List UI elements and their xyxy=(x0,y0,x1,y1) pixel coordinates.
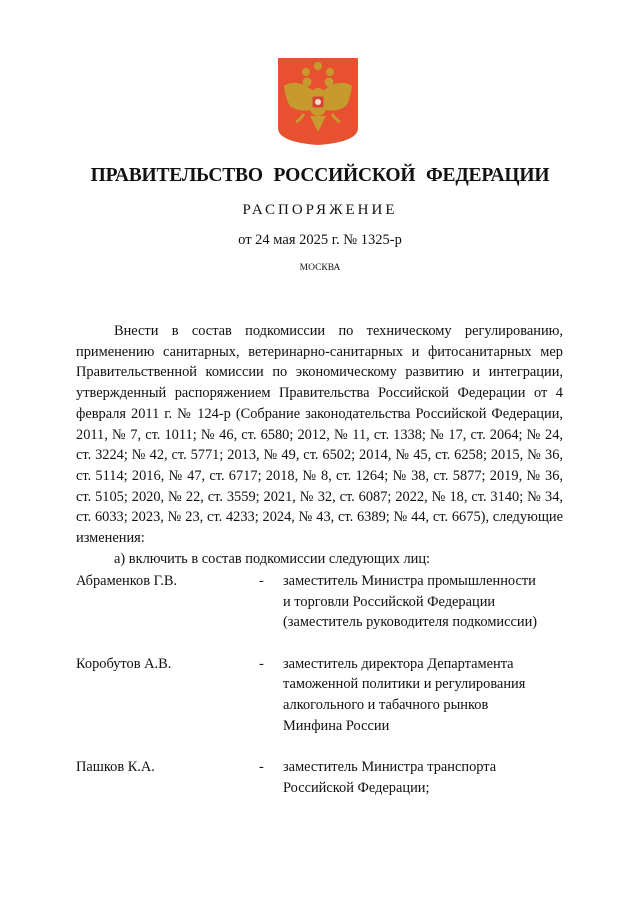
person-title-line: и торговли Российской Федерации xyxy=(283,593,496,610)
document-date-number: от 24 мая 2025 г. № 1325-р xyxy=(238,232,402,248)
document-body xyxy=(76,321,563,569)
person-name: Пашков К.А. xyxy=(76,758,155,775)
person-dash: - xyxy=(259,573,264,589)
person-dash: - xyxy=(259,655,264,672)
person-title xyxy=(283,571,563,633)
person-entry xyxy=(76,571,563,633)
subitem-a: а) включить в состав подкомиссии следующих лиц: xyxy=(114,550,431,567)
main-paragraph: Внести в состав подкомиссии по техническому регулированию, применению санитарных, ветеринарно-санитарных и фитосанитарных мер Правительственной комиссии по экономическому развитию и интеграции, утвержденный распоряжением Правительства Российской Федерации от 4 февраля 2011 г. № 124-р (Собрание законодательства Российской Федерации, 2011, № 7, ст. 1011; № 46, ст. 6580; 2012, № 11, ст. 1338; № 17, ст. 2064; № 24, ст. 3224; № 42, ст. 5771; 2013, № 49, ст. 6502; 2014, № 45, ст. 6258; 2015, № 36, ст. 5114; 2016, № 47, ст. 6717; 2018, № 8, ст. 1264; № 38, ст. 5877; 2019, № 36, ст. 5105; 2020, № 22, ст. 3559; 2021, № 32, ст. 6087; 2022, № 18, ст. 3140; № 34, ст. 6033; 2023, № 23, ст. 4233; 2024, № 43, ст. 6389; № 44, ст. 6675), следующие изменения: xyxy=(76,323,563,547)
coat-of-arms-emblem xyxy=(276,56,360,146)
government-title: ПРАВИТЕЛЬСТВО РОССИЙСКОЙ ФЕДЕРАЦИИ xyxy=(90,165,550,186)
person-title-line: заместитель Министра транспорта xyxy=(283,758,497,775)
document-city: МОСКВА xyxy=(299,263,341,273)
document-kind: РАСПОРЯЖЕНИЕ xyxy=(242,202,398,218)
person-name: Коробутов А.В. xyxy=(76,655,172,672)
person-entry xyxy=(76,757,563,798)
person-title xyxy=(283,654,563,737)
person-name: Абраменков Г.В. xyxy=(76,573,178,589)
person-title-line: заместитель директора Департамента xyxy=(283,655,514,672)
person-title-line: Российской Федерации; xyxy=(283,779,430,796)
person-title-line: (заместитель руководителя подкомиссии) xyxy=(283,614,538,631)
person-dash: - xyxy=(259,758,264,775)
person-title xyxy=(283,757,563,798)
person-title-line: Минфина России xyxy=(283,717,390,734)
person-entry xyxy=(76,654,563,737)
person-title-line: алкогольного и табачного рынков xyxy=(283,697,489,714)
person-title-line: заместитель Министра промышленности xyxy=(283,573,536,589)
person-title-line: таможенной политики и регулирования xyxy=(283,676,526,693)
persons-list xyxy=(76,571,563,819)
